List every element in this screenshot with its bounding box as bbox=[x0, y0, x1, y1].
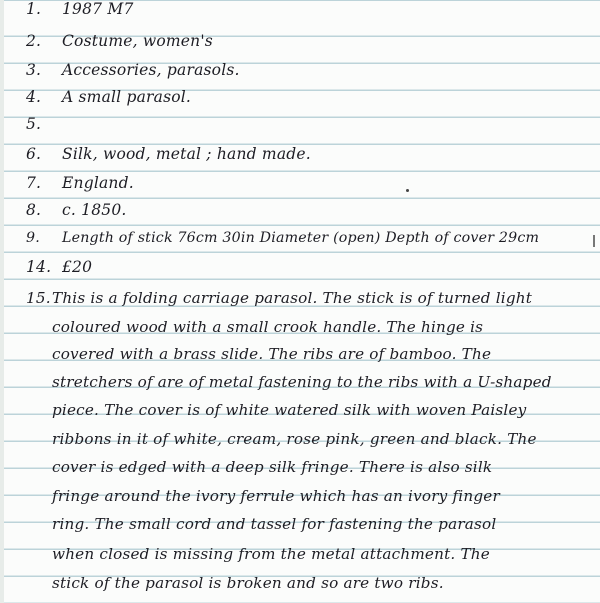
entry-text: A small parasol. bbox=[62, 88, 192, 106]
description-text: piece. The cover is of white watered silk with woven Paisley bbox=[52, 401, 527, 419]
entry-text: Silk, wood, metal ; hand made. bbox=[62, 145, 311, 163]
entry-number: 4. bbox=[26, 88, 42, 106]
description-text: stick of the parasol is broken and so are two ribs. bbox=[52, 574, 444, 592]
description-text: covered with a brass slide. The ribs are of bamboo. The bbox=[52, 345, 492, 363]
entry-text: Costume, women's bbox=[62, 32, 213, 50]
description-text: ribbons in it of white, cream, rose pink, green and black. The bbox=[52, 430, 537, 448]
entry-number: 5. bbox=[26, 115, 42, 133]
description-text: when closed is missing from the metal attachment. The bbox=[52, 545, 490, 563]
entry-number: 14. bbox=[26, 258, 52, 276]
entry-text: 1987 M7 bbox=[62, 0, 134, 18]
entry-number: 6. bbox=[26, 145, 42, 163]
entry-text: c. 1850. bbox=[62, 201, 127, 219]
entry-text: England. bbox=[62, 174, 134, 192]
entry-number: 15. bbox=[26, 289, 51, 307]
entry-number: 1. bbox=[26, 0, 42, 18]
description-text: fringe around the ivory ferrule which has an ivory finger bbox=[52, 487, 500, 505]
page-edge-mark bbox=[593, 235, 595, 247]
entry-text: Accessories, parasols. bbox=[62, 61, 240, 79]
entry-text: Length of stick 76cm 30in Diameter (open) Depth of cover 29cm bbox=[62, 230, 540, 246]
entry-text: £20 bbox=[62, 258, 93, 276]
description-text: cover is edged with a deep silk fringe. There is also silk bbox=[52, 458, 493, 476]
entry-number: 3. bbox=[26, 61, 42, 79]
entry-number: 7. bbox=[26, 174, 42, 192]
ink-speck bbox=[406, 189, 409, 192]
entry-number: 8. bbox=[26, 201, 42, 219]
page-margin bbox=[0, 0, 4, 603]
description-text: This is a folding carriage parasol. The stick is of turned light bbox=[52, 289, 533, 307]
description-text: coloured wood with a small crook handle. The hinge is bbox=[52, 318, 484, 336]
description-text: ring. The small cord and tassel for fastening the parasol bbox=[52, 515, 497, 533]
entry-number: 2. bbox=[26, 32, 42, 50]
description-text: stretchers of are of metal fastening to the ribs with a U-shaped bbox=[52, 373, 552, 391]
entry-number: 9. bbox=[26, 230, 40, 246]
